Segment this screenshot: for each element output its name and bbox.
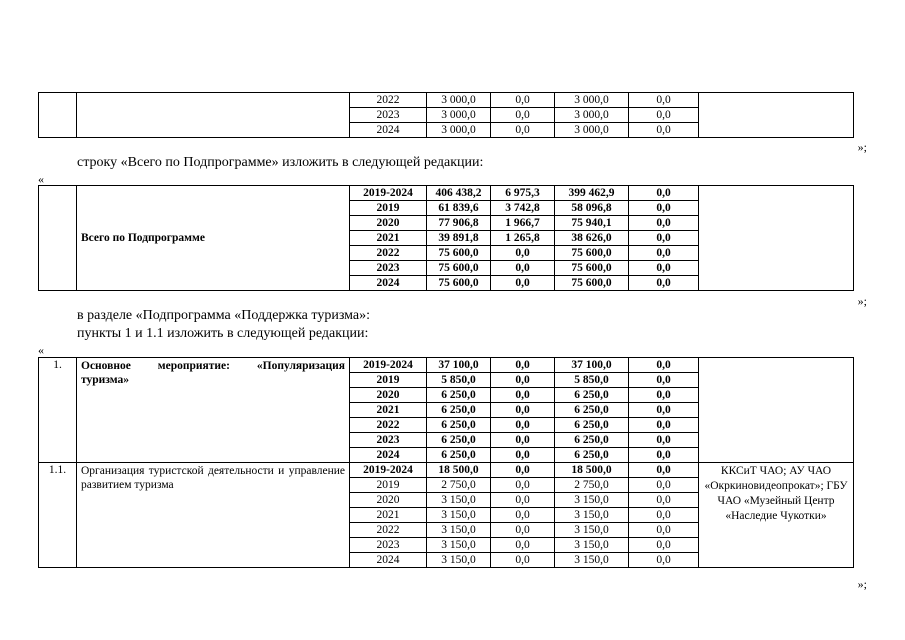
table-cell: 3 150,0 xyxy=(555,508,629,523)
table-cell: 0,0 xyxy=(629,553,699,568)
responsible-cell xyxy=(699,358,854,463)
table-cell: 0,0 xyxy=(629,123,699,138)
table-cell: 0,0 xyxy=(629,493,699,508)
table-cell: 58 096,8 xyxy=(555,201,629,216)
table-cell: 3 150,0 xyxy=(427,538,491,553)
table-cell: 0,0 xyxy=(491,463,555,478)
item-name: Организация туристской деятельности и управление развитием туризма xyxy=(77,463,350,568)
number-cell xyxy=(39,93,77,138)
table-cell: 5 850,0 xyxy=(427,373,491,388)
name-cell xyxy=(77,93,350,138)
table-cell: 0,0 xyxy=(491,553,555,568)
closing-quote: »; xyxy=(857,140,867,154)
table-cell: 2 750,0 xyxy=(427,478,491,493)
table-cell: 3 742,8 xyxy=(491,201,555,216)
table-cell: 2023 xyxy=(350,433,427,448)
table-cell: 2024 xyxy=(350,123,427,138)
table-cell: 0,0 xyxy=(491,403,555,418)
table-cell: 2019-2024 xyxy=(350,463,427,478)
table-cell: 3 150,0 xyxy=(555,553,629,568)
table-cell: 37 100,0 xyxy=(555,358,629,373)
table-cell: 0,0 xyxy=(491,478,555,493)
table-cell: 0,0 xyxy=(491,508,555,523)
table-cell: 0,0 xyxy=(629,201,699,216)
table-cell: 6 250,0 xyxy=(555,403,629,418)
table-cell: 0,0 xyxy=(629,216,699,231)
instruction-text: пункты 1 и 1.1 изложить в следующей редакции: xyxy=(77,326,369,341)
table-cell: 3 150,0 xyxy=(427,553,491,568)
table-cell: 75 600,0 xyxy=(555,246,629,261)
table-cell: 0,0 xyxy=(491,93,555,108)
table-cell: 2019 xyxy=(350,478,427,493)
table-cell: 75 940,1 xyxy=(555,216,629,231)
table-cell: 0,0 xyxy=(629,463,699,478)
table-cell: 0,0 xyxy=(491,373,555,388)
table-cell: 0,0 xyxy=(629,418,699,433)
table-cell: 6 250,0 xyxy=(555,388,629,403)
table-cell: 0,0 xyxy=(629,276,699,291)
table-subprogram-total-body xyxy=(39,186,854,291)
table-cell: 2020 xyxy=(350,216,427,231)
table-cell: 0,0 xyxy=(629,448,699,463)
table-cell: 6 975,3 xyxy=(491,186,555,201)
table-cell: 3 000,0 xyxy=(427,108,491,123)
table-cell: 2022 xyxy=(350,418,427,433)
table-cell: 6 250,0 xyxy=(555,418,629,433)
table-cell: 3 150,0 xyxy=(555,493,629,508)
table-cell: 3 000,0 xyxy=(555,93,629,108)
table-cell: 18 500,0 xyxy=(555,463,629,478)
table-cell: 0,0 xyxy=(491,493,555,508)
table-cell: 0,0 xyxy=(629,388,699,403)
closing-quote: »; xyxy=(857,577,867,591)
table-cell: 3 150,0 xyxy=(427,508,491,523)
table-cell: 0,0 xyxy=(491,123,555,138)
table-cell: 0,0 xyxy=(491,538,555,553)
table-cell: 6 250,0 xyxy=(427,448,491,463)
table-cell: 3 000,0 xyxy=(427,123,491,138)
item-number: 1. xyxy=(39,358,77,463)
table-cell: 2 750,0 xyxy=(555,478,629,493)
table-cell: 0,0 xyxy=(629,231,699,246)
table-cell: 1 966,7 xyxy=(491,216,555,231)
table-cell: 2019-2024 xyxy=(350,358,427,373)
table-cell: 75 600,0 xyxy=(555,261,629,276)
table-cell: 2020 xyxy=(350,493,427,508)
table-cell: 3 000,0 xyxy=(427,93,491,108)
table-cell: 399 462,9 xyxy=(555,186,629,201)
table-cell: 3 000,0 xyxy=(555,108,629,123)
responsible-cell xyxy=(699,93,854,138)
item-name: Основное мероприятие: «Популяризация туризма» xyxy=(77,358,350,463)
table-cell: 0,0 xyxy=(629,261,699,276)
table-cell: 3 150,0 xyxy=(555,523,629,538)
table-cell: 6 250,0 xyxy=(427,388,491,403)
table-cell: 61 839,6 xyxy=(427,201,491,216)
table-cell: 2019 xyxy=(350,201,427,216)
table-cell: 75 600,0 xyxy=(427,246,491,261)
table-cell: 37 100,0 xyxy=(427,358,491,373)
table-tourism-items xyxy=(38,357,854,568)
table-cell: 2022 xyxy=(350,246,427,261)
table-cell: 0,0 xyxy=(491,523,555,538)
table-row xyxy=(39,463,854,478)
table-cell: 2024 xyxy=(350,553,427,568)
table-cell: 6 250,0 xyxy=(555,448,629,463)
table-cell: 0,0 xyxy=(629,108,699,123)
table-cell: 0,0 xyxy=(629,478,699,493)
table-cell: 3 150,0 xyxy=(427,523,491,538)
table-cell: 0,0 xyxy=(629,186,699,201)
total-label: Всего по Подпрограмме xyxy=(77,186,350,291)
table-cell: 75 600,0 xyxy=(427,261,491,276)
table-cell: 0,0 xyxy=(491,108,555,123)
table-cell: 0,0 xyxy=(491,358,555,373)
table-tourism-items-body xyxy=(39,358,854,568)
table-cell: 75 600,0 xyxy=(427,276,491,291)
table-cell: 0,0 xyxy=(491,388,555,403)
opening-quote: « xyxy=(38,172,44,186)
instruction-text: строку «Всего по Подпрограмме» изложить в следующей редакции: xyxy=(77,155,484,170)
table-cell: 2024 xyxy=(350,276,427,291)
table-cell: 3 150,0 xyxy=(555,538,629,553)
table-cell: 39 891,8 xyxy=(427,231,491,246)
table-cell: 18 500,0 xyxy=(427,463,491,478)
table-cell: 2023 xyxy=(350,108,427,123)
table-row xyxy=(39,358,854,373)
table-cell: 2022 xyxy=(350,93,427,108)
table-cell: 0,0 xyxy=(629,508,699,523)
table-cell: 6 250,0 xyxy=(427,403,491,418)
table-cell: 406 438,2 xyxy=(427,186,491,201)
table-cell: 2019 xyxy=(350,373,427,388)
table-cell: 0,0 xyxy=(629,403,699,418)
table-cell: 2023 xyxy=(350,261,427,276)
table-cell: 3 000,0 xyxy=(555,123,629,138)
table-cell: 0,0 xyxy=(491,246,555,261)
table-cell: 75 600,0 xyxy=(555,276,629,291)
table-cell: 2022 xyxy=(350,523,427,538)
table-cell: 2021 xyxy=(350,508,427,523)
table-cell: 6 250,0 xyxy=(427,433,491,448)
table-cell: 77 906,8 xyxy=(427,216,491,231)
table-cell: 2021 xyxy=(350,403,427,418)
table-continuation-body xyxy=(39,93,854,138)
table-cell: 0,0 xyxy=(629,93,699,108)
table-cell: 2023 xyxy=(350,538,427,553)
table-cell: 0,0 xyxy=(629,433,699,448)
table-cell: 2021 xyxy=(350,231,427,246)
responsible-cell xyxy=(699,186,854,291)
table-cell: 0,0 xyxy=(491,276,555,291)
table-continuation xyxy=(38,92,854,138)
table-cell: 0,0 xyxy=(491,433,555,448)
number-cell xyxy=(39,186,77,291)
item-number: 1.1. xyxy=(39,463,77,568)
table-cell: 0,0 xyxy=(491,261,555,276)
table-cell: 2024 xyxy=(350,448,427,463)
table-cell: 0,0 xyxy=(629,358,699,373)
table-cell: 0,0 xyxy=(629,246,699,261)
table-cell: 38 626,0 xyxy=(555,231,629,246)
table-cell: 5 850,0 xyxy=(555,373,629,388)
table-cell: 0,0 xyxy=(491,448,555,463)
table-cell: 0,0 xyxy=(629,373,699,388)
table-cell: 0,0 xyxy=(491,418,555,433)
table-cell: 6 250,0 xyxy=(427,418,491,433)
table-cell: 2020 xyxy=(350,388,427,403)
table-subprogram-total xyxy=(38,185,854,291)
table-cell: 6 250,0 xyxy=(555,433,629,448)
instruction-text: в разделе «Подпрограмма «Поддержка туризма»: xyxy=(77,308,371,323)
responsible-executors: ККСиТ ЧАО; АУ ЧАО «Окркиновидеопрокат»; ГБУ ЧАО «Музейный Центр «Наследие Чукотки» xyxy=(699,463,854,568)
table-cell: 0,0 xyxy=(629,538,699,553)
table-cell: 3 150,0 xyxy=(427,493,491,508)
table-cell: 1 265,8 xyxy=(491,231,555,246)
table-row xyxy=(39,93,854,108)
table-cell: 2019-2024 xyxy=(350,186,427,201)
table-row xyxy=(39,186,854,201)
closing-quote: »; xyxy=(857,294,867,308)
opening-quote: « xyxy=(38,343,44,357)
table-cell: 0,0 xyxy=(629,523,699,538)
